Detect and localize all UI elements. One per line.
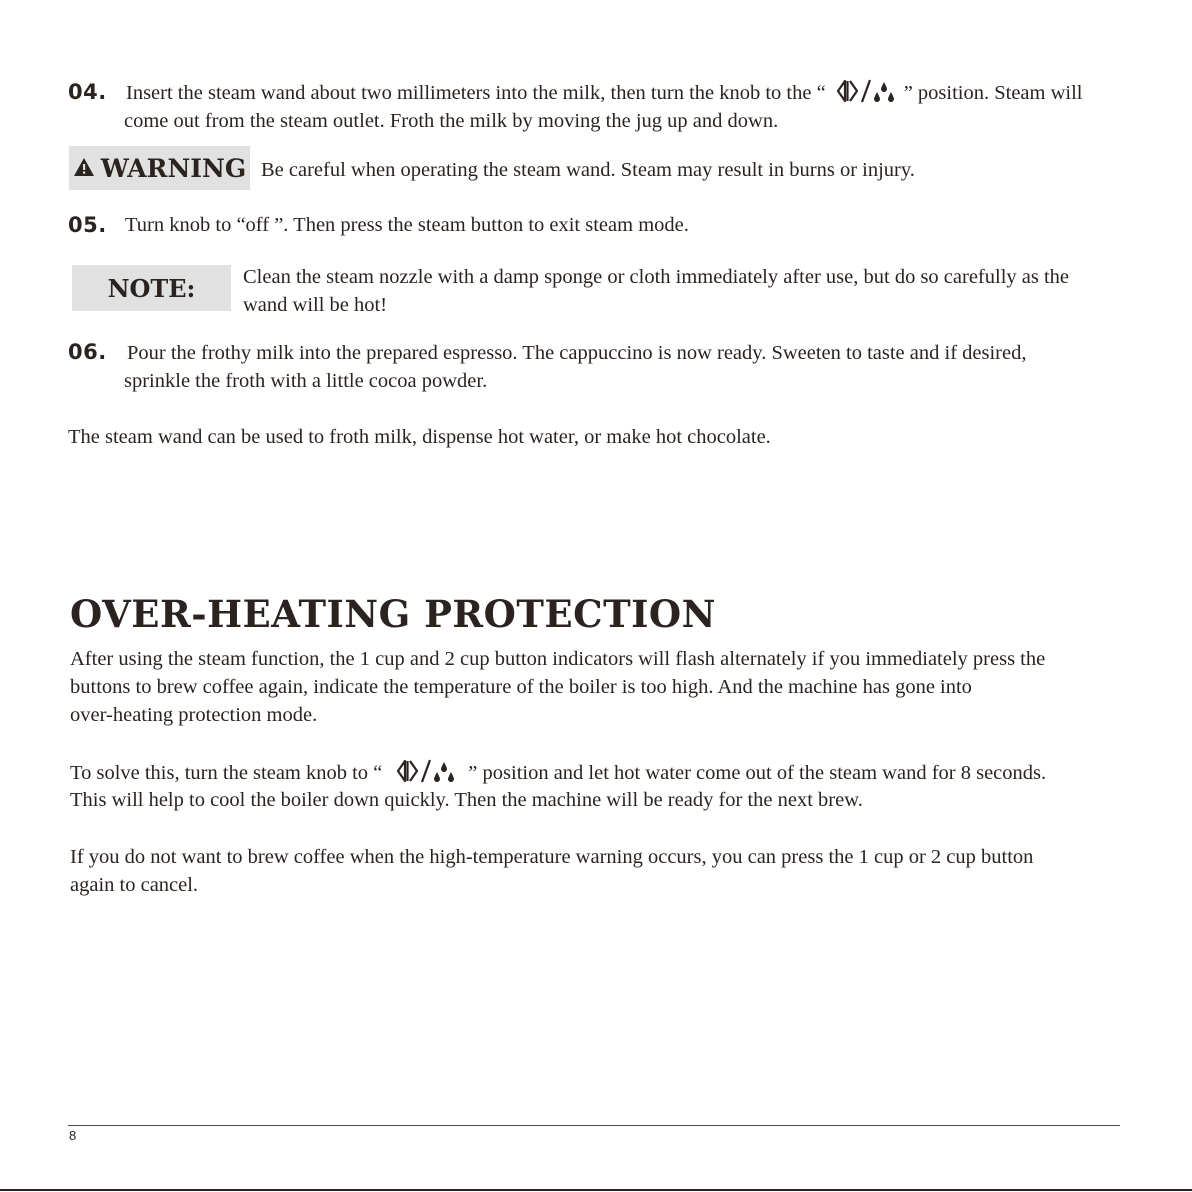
section-title-over-heating-protection: OVER-HEATING PROTECTION (70, 592, 716, 636)
overheating-text-after-icon: ” position and let hot water come out of the steam wand for 8 seconds. (468, 762, 1047, 784)
step-06-line-1: Pour the frothy milk into the prepared espresso. The cappuccino is now ready. Sweeten to taste and if desired, (127, 342, 1027, 364)
overheating-text-before-icon: To solve this, turn the steam knob to “ (70, 762, 383, 784)
overheating-para-1-line-3: over-heating protection mode. (70, 704, 318, 726)
step-04-text-after-icon: ” position. Steam will (903, 82, 1083, 104)
step-number-04: 04. (68, 80, 107, 104)
page-bottom-border (0, 1189, 1192, 1191)
page-number: 8 (69, 1128, 77, 1143)
step-04-text-before-icon: Insert the steam wand about two millimeters into the milk, then turn the knob to the “ (126, 82, 826, 104)
overheating-para-3-line-2: again to cancel. (70, 874, 199, 896)
warning-triangle-icon (73, 154, 95, 183)
footer-divider (68, 1125, 1120, 1126)
steam-water-symbol-icon (832, 78, 898, 112)
step-number-05: 05. (68, 213, 107, 237)
overheating-para-1-line-1: After using the steam function, the 1 cup and 2 cup button indicators will flash alternately if you immediately press the (70, 648, 1046, 670)
note-line-1: Clean the steam nozzle with a damp sponge or cloth immediately after use, but do so carefully as the (243, 266, 1070, 288)
warning-text: Be careful when operating the steam wand. Steam may result in burns or injury. (261, 159, 915, 181)
note-line-2: wand will be hot! (243, 294, 388, 316)
step-06-line-2: sprinkle the froth with a little cocoa powder. (124, 370, 488, 392)
overheating-para-2-line-2: This will help to cool the boiler down quickly. Then the machine will be ready for the next brew. (70, 789, 863, 811)
note-label: NOTE: (107, 273, 196, 303)
step-number-06: 06. (68, 340, 107, 364)
steam-wand-summary: The steam wand can be used to froth milk, dispense hot water, or make hot chocolate. (68, 426, 771, 448)
warning-label-box (69, 146, 250, 190)
overheating-para-1-line-2: buttons to brew coffee again, indicate the temperature of the boiler is too high. And the machine has gone into (70, 676, 972, 698)
step-04-line-2: come out from the steam outlet. Froth the milk by moving the jug up and down. (124, 110, 779, 132)
note-label-box (72, 265, 231, 311)
overheating-para-3-line-1: If you do not want to brew coffee when the high-temperature warning occurs, you can press the 1 cup or 2 cup button (70, 846, 1034, 868)
warning-label: WARNING (100, 153, 247, 183)
step-05-line-1: Turn knob to “off ”. Then press the steam button to exit steam mode. (125, 214, 689, 236)
